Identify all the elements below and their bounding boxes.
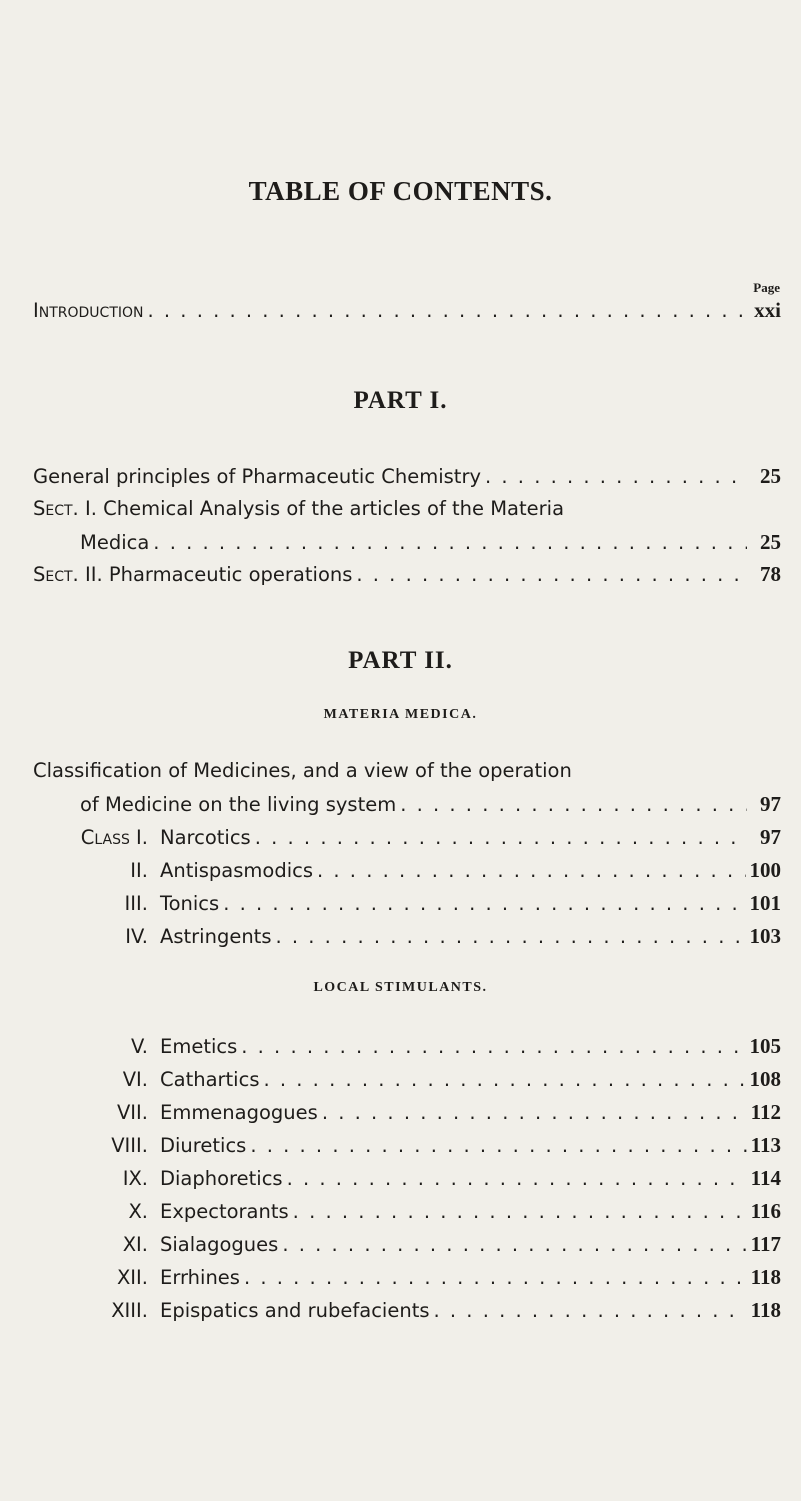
toc-entry-sect-1-line1[interactable] bbox=[33, 497, 564, 520]
entry-label: General principles of Pharmaceutic Chemistry bbox=[33, 465, 481, 488]
toc-entry-class[interactable] bbox=[33, 1133, 781, 1163]
dot-leader bbox=[322, 1101, 747, 1124]
toc-entry-class[interactable] bbox=[33, 1298, 781, 1328]
toc-entry-sect-1-line2[interactable] bbox=[80, 530, 781, 560]
entry-prefix: Sect. I. bbox=[33, 497, 97, 520]
dot-leader bbox=[255, 826, 747, 849]
entry-label: Introduction bbox=[33, 299, 144, 322]
toc-entry-class[interactable] bbox=[33, 1232, 781, 1262]
toc-entry-class[interactable] bbox=[33, 1166, 781, 1196]
entry-label: Diuretics bbox=[160, 1134, 247, 1157]
local-stimulants-heading: LOCAL STIMULANTS. bbox=[313, 980, 488, 995]
entry-page: 100 bbox=[749, 858, 781, 882]
entry-page: 118 bbox=[750, 1298, 781, 1322]
entry-page: 108 bbox=[749, 1067, 781, 1091]
entry-page: 116 bbox=[750, 1199, 781, 1223]
dot-leader bbox=[153, 531, 747, 554]
entry-label: Epispatics and rubefacients bbox=[160, 1299, 430, 1322]
class-numeral: VIII. bbox=[111, 1134, 148, 1157]
class-numeral: IV. bbox=[125, 925, 148, 948]
entry-label-continued: Medica bbox=[80, 531, 150, 554]
dot-leader bbox=[485, 465, 747, 488]
toc-entry-class[interactable] bbox=[33, 891, 781, 921]
toc-entry-classification-line2[interactable] bbox=[80, 792, 781, 822]
entry-label: Astringents bbox=[160, 925, 272, 948]
class-numeral: VII. bbox=[116, 1101, 148, 1124]
class-numeral: IX. bbox=[122, 1167, 148, 1190]
toc-entry-class[interactable] bbox=[33, 858, 781, 888]
entry-label: Narcotics bbox=[160, 826, 251, 849]
toc-entry-sect-2[interactable] bbox=[33, 562, 781, 592]
dot-leader bbox=[400, 793, 747, 816]
part-1-heading: PART I. bbox=[353, 387, 448, 414]
entry-page: 97 bbox=[760, 825, 781, 849]
entry-label: Expectorants bbox=[160, 1200, 289, 1223]
entry-page: 25 bbox=[760, 464, 781, 488]
entry-label: Emetics bbox=[160, 1035, 238, 1058]
entry-prefix: Sect. II. bbox=[33, 563, 103, 586]
page-column-header: Page bbox=[753, 280, 780, 295]
entry-label: Emmenagogues bbox=[160, 1101, 318, 1124]
entry-page: 118 bbox=[750, 1265, 781, 1289]
entry-label: Cathartics bbox=[160, 1068, 260, 1091]
materia-medica-heading: MATERIA MEDICA. bbox=[323, 707, 478, 722]
dot-leader bbox=[287, 1167, 747, 1190]
entry-page: 103 bbox=[749, 924, 781, 948]
entry-page: 105 bbox=[749, 1034, 781, 1058]
class-numeral: Class I. bbox=[80, 826, 148, 849]
toc-entry-class[interactable] bbox=[33, 1067, 781, 1097]
toc-entry-classification-line1[interactable]: Classification of Medicines, and a view of the operation bbox=[33, 759, 572, 782]
entry-label: Diaphoretics bbox=[160, 1167, 283, 1190]
entry-page: 113 bbox=[750, 1133, 781, 1157]
class-numeral: II. bbox=[130, 859, 148, 882]
part-2-heading: PART II. bbox=[348, 647, 453, 674]
entry-label: Pharmaceutic operations bbox=[108, 563, 353, 586]
entry-label-continued: of Medicine on the living system bbox=[80, 793, 397, 816]
entry-label: Tonics bbox=[160, 892, 220, 915]
class-numeral: V. bbox=[130, 1035, 148, 1058]
entry-label: Errhines bbox=[160, 1266, 240, 1289]
class-numeral: X. bbox=[128, 1200, 148, 1223]
toc-entry-class[interactable] bbox=[33, 924, 781, 954]
dot-leader bbox=[244, 1266, 747, 1289]
toc-entry-general-principles[interactable] bbox=[33, 464, 781, 494]
entry-page: 97 bbox=[760, 792, 781, 816]
entry-label: Antispasmodics bbox=[160, 859, 314, 882]
page-title: TABLE OF CONTENTS. bbox=[248, 176, 553, 206]
entry-page: 114 bbox=[750, 1166, 781, 1190]
entry-page: xxi bbox=[754, 298, 781, 322]
toc-entry-class[interactable] bbox=[33, 1199, 781, 1229]
class-numeral: VI. bbox=[122, 1068, 148, 1091]
dot-leader bbox=[275, 925, 745, 948]
class-numeral: XII. bbox=[116, 1266, 148, 1289]
toc-entry-class[interactable] bbox=[33, 1100, 781, 1130]
toc-entry-introduction[interactable] bbox=[33, 298, 781, 328]
toc-entry-class[interactable] bbox=[33, 825, 781, 855]
entry-label: Chemical Analysis of the articles of the Materia bbox=[103, 497, 565, 520]
dot-leader bbox=[293, 1200, 747, 1223]
dot-leader bbox=[282, 1233, 746, 1256]
entry-page: 101 bbox=[749, 891, 781, 915]
toc-entry-class[interactable] bbox=[33, 1034, 781, 1064]
entry-page: 25 bbox=[760, 530, 781, 554]
class-numeral: III. bbox=[124, 892, 148, 915]
entry-page: 78 bbox=[760, 562, 781, 586]
entry-page: 117 bbox=[750, 1232, 781, 1256]
dot-leader bbox=[356, 563, 747, 586]
dot-leader bbox=[263, 1068, 745, 1091]
dot-leader bbox=[434, 1299, 747, 1322]
dot-leader bbox=[317, 859, 745, 882]
toc-entry-class[interactable] bbox=[33, 1265, 781, 1295]
entry-label: Sialagogues bbox=[160, 1233, 279, 1256]
entry-page: 112 bbox=[750, 1100, 781, 1124]
dot-leader bbox=[250, 1134, 746, 1157]
class-numeral: XI. bbox=[122, 1233, 148, 1256]
class-numeral: XIII. bbox=[111, 1299, 148, 1322]
dot-leader bbox=[148, 299, 748, 322]
dot-leader bbox=[223, 892, 745, 915]
dot-leader bbox=[241, 1035, 745, 1058]
